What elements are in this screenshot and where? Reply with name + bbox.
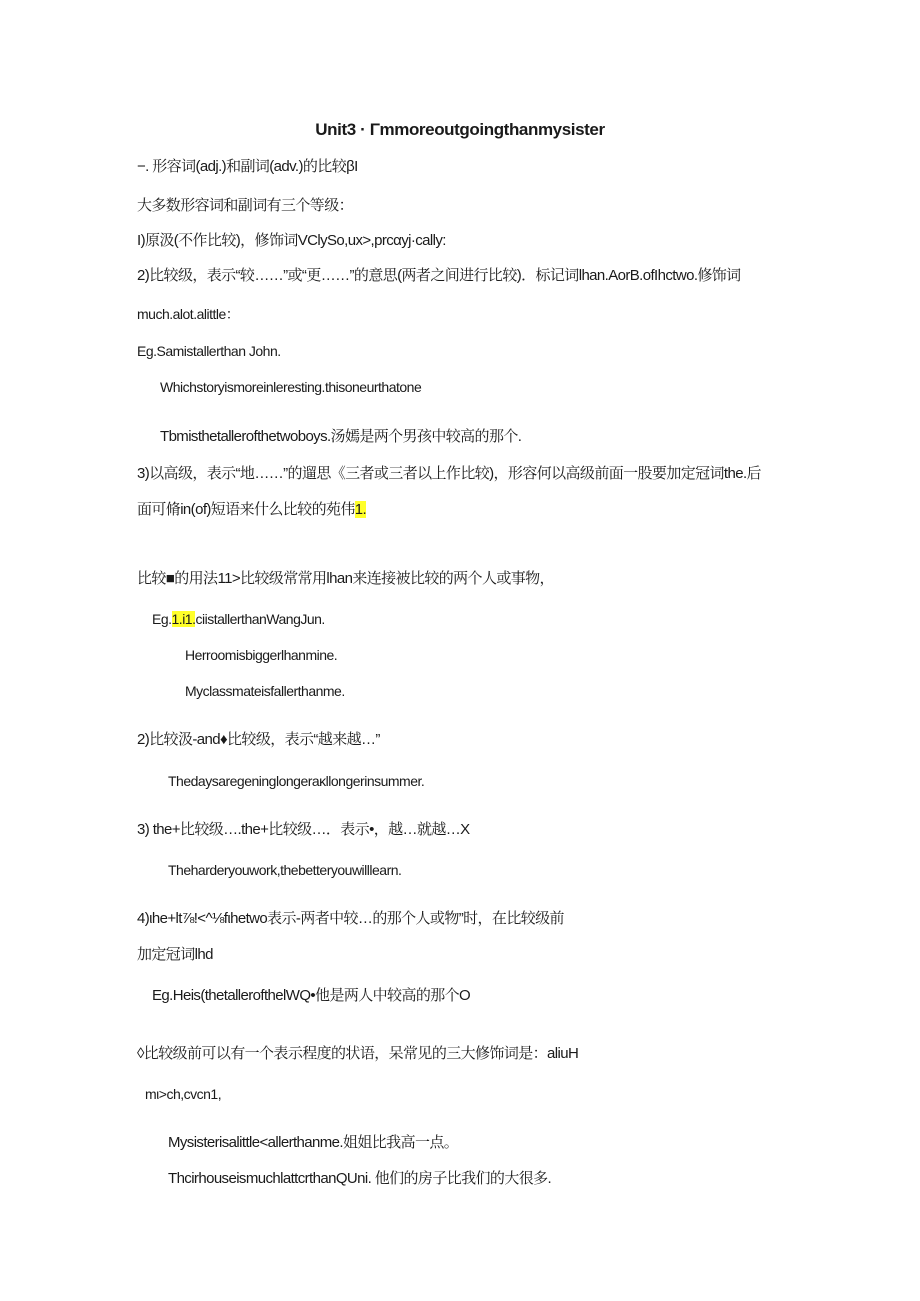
text-line: 2)比较汲-and♦比较级，表示“越来越…” xyxy=(137,731,380,748)
text-fragment: 面可脩in(of)短语来什么比较的苑伟 xyxy=(137,501,355,518)
text-line: 2)比较级，表示“较……”或“更……”的意思(两者之间进行比较)．标记词lhan.AorB.ofIhctwo.修饰词 xyxy=(137,267,741,284)
example-line xyxy=(152,609,325,629)
highlighted-fragment: 1.i1. xyxy=(171,611,196,627)
section-heading-usage: 比较■的用法11>比较级常常用lhan来连接被比较的两个人或事物， xyxy=(137,570,554,587)
example-line: Myclassmateisfallerthanme. xyxy=(185,683,345,699)
text-line: 3)以高级，表示“地……”的遛思《三者或三者以上作比较)，形容何以高级前面一股要加定冠词the.后 xyxy=(137,465,761,482)
example-line: Mysisterisalittle<allerthanme.姐姐比我高一点。 xyxy=(168,1134,459,1151)
text-line: much.alot.alittle： xyxy=(137,306,240,322)
text-fragment: Eg. xyxy=(152,611,172,627)
page-title: Unit3 · Γmmoreoutgoingthanmysister xyxy=(315,120,605,139)
text-line: mι>ch,cvcn1, xyxy=(145,1086,222,1102)
text-line: 加定冠词lhd xyxy=(137,946,213,963)
example-line: Eg.Samistallerthan John. xyxy=(137,343,281,359)
text-line: ◊比较级前可以有一个表示程度的状语，呆常见的三大修饰词是：aliuH xyxy=(137,1045,579,1062)
example-line: Herroomisbiggerlhanmine. xyxy=(185,647,338,663)
example-line: Whichstoryismoreinleresting.thisoneurthatone xyxy=(160,379,422,395)
example-line: ThcirhouseismuchlattcrthanQUni. 他们的房子比我们的大很多. xyxy=(168,1170,552,1187)
text-line: 4)ιhe+lt⅞!<^⅛fιhetwo表示-两者中较…的那个人或物”时，在比较级前 xyxy=(137,910,564,927)
text-line: 3) the+比较级….the+比较级…．表示•，越…就越…X xyxy=(137,821,470,838)
example-line: Theharderyouwork,thebetteryouwilllearn. xyxy=(168,862,402,878)
text-line: I)原汲(不作比较)，修饰词VClySo,ux>,prcαyj·cally: xyxy=(137,232,446,249)
example-line: Tbmisthetallerofthetwoboys.汤嫣是两个男孩中较高的那个. xyxy=(160,428,522,445)
section-heading-comparison: −. 形容词(adj.)和副词(adv.)的比较βI xyxy=(137,158,358,175)
example-line: Thedaysaregeninglongeraκllongerinsummer. xyxy=(168,773,425,789)
text-fragment: ciistallerthanWangJun. xyxy=(195,611,325,627)
text-line: 大多数形容词和副词有三个等级： xyxy=(137,197,354,214)
text-line xyxy=(137,500,366,520)
example-line: Eg.Heis(thetallerofthelWQ•他是两人中较高的那个O xyxy=(152,987,471,1004)
highlighted-fragment: 1. xyxy=(354,501,367,518)
